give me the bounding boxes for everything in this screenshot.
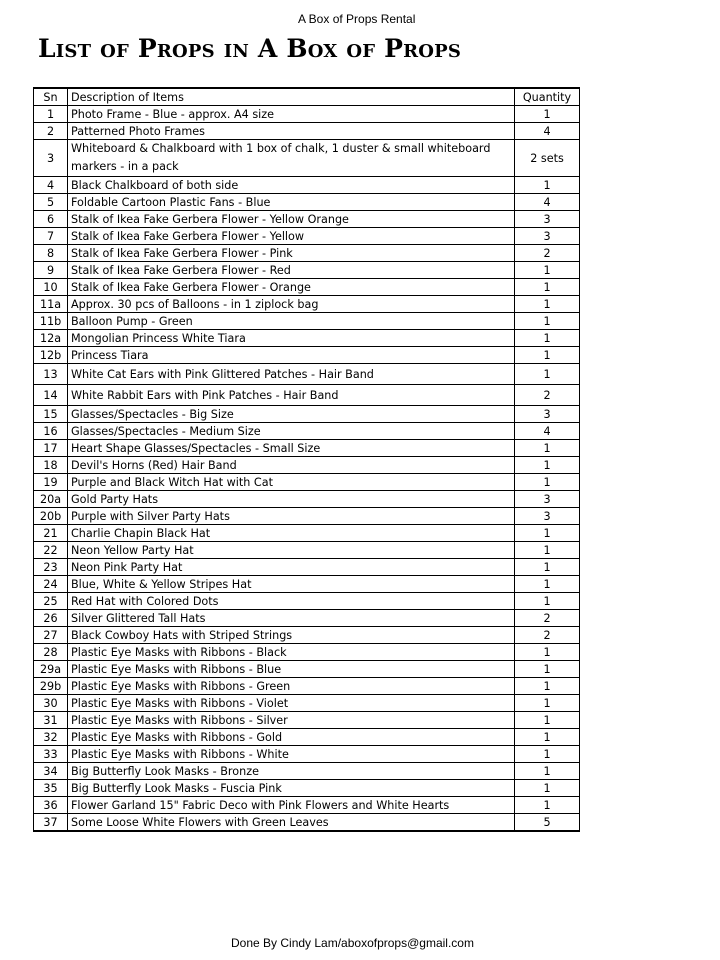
row-quantity: 1 bbox=[515, 644, 580, 661]
row-quantity: 1 bbox=[515, 262, 580, 279]
table-row bbox=[34, 661, 580, 678]
row-sn: 12a bbox=[34, 330, 68, 347]
row-description: Purple and Black Witch Hat with Cat bbox=[68, 474, 515, 491]
row-description: Black Cowboy Hats with Striped Strings bbox=[68, 627, 515, 644]
row-description: Plastic Eye Masks with Ribbons - Blue bbox=[68, 661, 515, 678]
row-quantity: 2 bbox=[515, 610, 580, 627]
row-quantity: 1 bbox=[515, 542, 580, 559]
row-quantity: 1 bbox=[515, 330, 580, 347]
table-row bbox=[34, 385, 580, 406]
props-table-body bbox=[34, 106, 580, 832]
table-row bbox=[34, 678, 580, 695]
row-sn: 36 bbox=[34, 797, 68, 814]
table-row bbox=[34, 364, 580, 385]
table-row bbox=[34, 729, 580, 746]
table-row bbox=[34, 347, 580, 364]
row-sn: 29a bbox=[34, 661, 68, 678]
header-row bbox=[34, 88, 580, 106]
table-row bbox=[34, 228, 580, 245]
document-header: A Box of Props Rental bbox=[298, 12, 416, 26]
row-sn: 9 bbox=[34, 262, 68, 279]
table-row bbox=[34, 245, 580, 262]
row-sn: 24 bbox=[34, 576, 68, 593]
row-sn: 15 bbox=[34, 406, 68, 423]
table-row bbox=[34, 211, 580, 228]
table-row bbox=[34, 330, 580, 347]
row-quantity: 4 bbox=[515, 123, 580, 140]
row-description: Big Butterfly Look Masks - Fuscia Pink bbox=[68, 780, 515, 797]
row-quantity: 1 bbox=[515, 695, 580, 712]
row-description: Blue, White & Yellow Stripes Hat bbox=[68, 576, 515, 593]
row-sn: 25 bbox=[34, 593, 68, 610]
row-description: Mongolian Princess White Tiara bbox=[68, 330, 515, 347]
document-footer: Done By Cindy Lam/aboxofprops@gmail.com bbox=[231, 936, 474, 950]
row-sn: 14 bbox=[34, 385, 68, 406]
row-sn: 31 bbox=[34, 712, 68, 729]
row-description: Plastic Eye Masks with Ribbons - White bbox=[68, 746, 515, 763]
row-quantity: 1 bbox=[515, 525, 580, 542]
row-quantity: 1 bbox=[515, 177, 580, 194]
row-quantity: 1 bbox=[515, 106, 580, 123]
row-sn: 17 bbox=[34, 440, 68, 457]
row-sn: 35 bbox=[34, 780, 68, 797]
row-quantity: 3 bbox=[515, 211, 580, 228]
table-row bbox=[34, 406, 580, 423]
row-sn: 6 bbox=[34, 211, 68, 228]
table-row bbox=[34, 140, 580, 177]
row-quantity: 1 bbox=[515, 797, 580, 814]
table-row bbox=[34, 491, 580, 508]
row-description: Plastic Eye Masks with Ribbons - Violet bbox=[68, 695, 515, 712]
table-row bbox=[34, 780, 580, 797]
row-quantity: 3 bbox=[515, 508, 580, 525]
row-quantity: 1 bbox=[515, 279, 580, 296]
row-sn: 22 bbox=[34, 542, 68, 559]
row-sn: 19 bbox=[34, 474, 68, 491]
document-title: List of Props in A Box of Props bbox=[38, 34, 462, 63]
table-row bbox=[34, 559, 580, 576]
row-sn: 26 bbox=[34, 610, 68, 627]
table-row bbox=[34, 177, 580, 194]
table-row bbox=[34, 576, 580, 593]
column-header-quantity: Quantity bbox=[515, 88, 580, 106]
row-sn: 18 bbox=[34, 457, 68, 474]
table-row bbox=[34, 313, 580, 330]
row-quantity: 1 bbox=[515, 313, 580, 330]
row-quantity: 3 bbox=[515, 406, 580, 423]
table-row bbox=[34, 508, 580, 525]
row-sn: 11a bbox=[34, 296, 68, 313]
column-header-sn: Sn bbox=[34, 88, 68, 106]
row-quantity: 1 bbox=[515, 474, 580, 491]
table-row bbox=[34, 797, 580, 814]
row-sn: 10 bbox=[34, 279, 68, 296]
props-table bbox=[33, 87, 580, 832]
table-row bbox=[34, 474, 580, 491]
row-description: Foldable Cartoon Plastic Fans - Blue bbox=[68, 194, 515, 211]
row-description: White Rabbit Ears with Pink Patches - Hair Band bbox=[68, 385, 515, 406]
table-row bbox=[34, 814, 580, 832]
row-quantity: 1 bbox=[515, 347, 580, 364]
row-description: Glasses/Spectacles - Big Size bbox=[68, 406, 515, 423]
row-sn: 8 bbox=[34, 245, 68, 262]
row-quantity: 1 bbox=[515, 440, 580, 457]
row-description: Neon Pink Party Hat bbox=[68, 559, 515, 576]
row-description: Big Butterfly Look Masks - Bronze bbox=[68, 763, 515, 780]
row-description: Plastic Eye Masks with Ribbons - Silver bbox=[68, 712, 515, 729]
row-description: Heart Shape Glasses/Spectacles - Small Size bbox=[68, 440, 515, 457]
row-sn: 12b bbox=[34, 347, 68, 364]
table-row bbox=[34, 593, 580, 610]
row-quantity: 1 bbox=[515, 763, 580, 780]
row-quantity: 2 bbox=[515, 245, 580, 262]
row-description: Balloon Pump - Green bbox=[68, 313, 515, 330]
row-quantity: 1 bbox=[515, 593, 580, 610]
table-row bbox=[34, 627, 580, 644]
row-description: Stalk of Ikea Fake Gerbera Flower - Pink bbox=[68, 245, 515, 262]
table-row bbox=[34, 457, 580, 474]
row-description: Neon Yellow Party Hat bbox=[68, 542, 515, 559]
row-sn: 21 bbox=[34, 525, 68, 542]
row-quantity: 1 bbox=[515, 678, 580, 695]
row-quantity: 2 sets bbox=[515, 140, 580, 177]
row-quantity: 1 bbox=[515, 559, 580, 576]
table-row bbox=[34, 262, 580, 279]
row-sn: 13 bbox=[34, 364, 68, 385]
row-description: Black Chalkboard of both side bbox=[68, 177, 515, 194]
row-description: Charlie Chapin Black Hat bbox=[68, 525, 515, 542]
row-description: Stalk of Ikea Fake Gerbera Flower - Red bbox=[68, 262, 515, 279]
table-row bbox=[34, 695, 580, 712]
row-sn: 29b bbox=[34, 678, 68, 695]
row-description: Stalk of Ikea Fake Gerbera Flower - Yellow Orange bbox=[68, 211, 515, 228]
table-row bbox=[34, 296, 580, 313]
row-description: Whiteboard & Chalkboard with 1 box of chalk, 1 duster & small whiteboard markers - in a pack bbox=[68, 140, 515, 177]
row-quantity: 3 bbox=[515, 491, 580, 508]
row-quantity: 1 bbox=[515, 780, 580, 797]
table-row bbox=[34, 712, 580, 729]
row-sn: 5 bbox=[34, 194, 68, 211]
row-sn: 16 bbox=[34, 423, 68, 440]
row-quantity: 1 bbox=[515, 576, 580, 593]
table-row bbox=[34, 423, 580, 440]
row-quantity: 4 bbox=[515, 423, 580, 440]
row-sn: 34 bbox=[34, 763, 68, 780]
row-sn: 28 bbox=[34, 644, 68, 661]
row-quantity: 3 bbox=[515, 228, 580, 245]
row-description: Plastic Eye Masks with Ribbons - Green bbox=[68, 678, 515, 695]
row-sn: 20a bbox=[34, 491, 68, 508]
row-quantity: 2 bbox=[515, 385, 580, 406]
column-header-description: Description of Items bbox=[68, 88, 515, 106]
row-description: Patterned Photo Frames bbox=[68, 123, 515, 140]
row-description: Gold Party Hats bbox=[68, 491, 515, 508]
row-quantity: 1 bbox=[515, 712, 580, 729]
row-description: Plastic Eye Masks with Ribbons - Black bbox=[68, 644, 515, 661]
row-description: Stalk of Ikea Fake Gerbera Flower - Yellow bbox=[68, 228, 515, 245]
row-sn: 27 bbox=[34, 627, 68, 644]
table-row bbox=[34, 279, 580, 296]
table-row bbox=[34, 610, 580, 627]
row-quantity: 1 bbox=[515, 296, 580, 313]
table-row bbox=[34, 644, 580, 661]
row-sn: 23 bbox=[34, 559, 68, 576]
table-row bbox=[34, 763, 580, 780]
props-table-header bbox=[34, 88, 580, 106]
row-description: Some Loose White Flowers with Green Leaves bbox=[68, 814, 515, 832]
row-description: Photo Frame - Blue - approx. A4 size bbox=[68, 106, 515, 123]
table-row bbox=[34, 746, 580, 763]
row-description: Plastic Eye Masks with Ribbons - Gold bbox=[68, 729, 515, 746]
table-row bbox=[34, 123, 580, 140]
row-quantity: 2 bbox=[515, 627, 580, 644]
row-quantity: 5 bbox=[515, 814, 580, 832]
row-quantity: 1 bbox=[515, 746, 580, 763]
row-quantity: 1 bbox=[515, 661, 580, 678]
row-description: Approx. 30 pcs of Balloons - in 1 ziplock bag bbox=[68, 296, 515, 313]
row-description: Stalk of Ikea Fake Gerbera Flower - Orange bbox=[68, 279, 515, 296]
row-sn: 2 bbox=[34, 123, 68, 140]
row-sn: 11b bbox=[34, 313, 68, 330]
table-row bbox=[34, 440, 580, 457]
row-sn: 33 bbox=[34, 746, 68, 763]
table-row bbox=[34, 542, 580, 559]
row-sn: 32 bbox=[34, 729, 68, 746]
row-sn: 37 bbox=[34, 814, 68, 832]
table-row bbox=[34, 194, 580, 211]
row-sn: 30 bbox=[34, 695, 68, 712]
row-description: White Cat Ears with Pink Glittered Patches - Hair Band bbox=[68, 364, 515, 385]
row-description: Flower Garland 15" Fabric Deco with Pink Flowers and White Hearts bbox=[68, 797, 515, 814]
row-quantity: 1 bbox=[515, 729, 580, 746]
row-sn: 20b bbox=[34, 508, 68, 525]
row-description: Devil's Horns (Red) Hair Band bbox=[68, 457, 515, 474]
table-row bbox=[34, 106, 580, 123]
row-description: Glasses/Spectacles - Medium Size bbox=[68, 423, 515, 440]
row-description: Purple with Silver Party Hats bbox=[68, 508, 515, 525]
row-sn: 3 bbox=[34, 140, 68, 177]
row-quantity: 4 bbox=[515, 194, 580, 211]
row-description: Red Hat with Colored Dots bbox=[68, 593, 515, 610]
row-description: Silver Glittered Tall Hats bbox=[68, 610, 515, 627]
row-quantity: 1 bbox=[515, 457, 580, 474]
table-row bbox=[34, 525, 580, 542]
row-sn: 4 bbox=[34, 177, 68, 194]
row-quantity: 1 bbox=[515, 364, 580, 385]
row-sn: 1 bbox=[34, 106, 68, 123]
row-description: Princess Tiara bbox=[68, 347, 515, 364]
row-sn: 7 bbox=[34, 228, 68, 245]
